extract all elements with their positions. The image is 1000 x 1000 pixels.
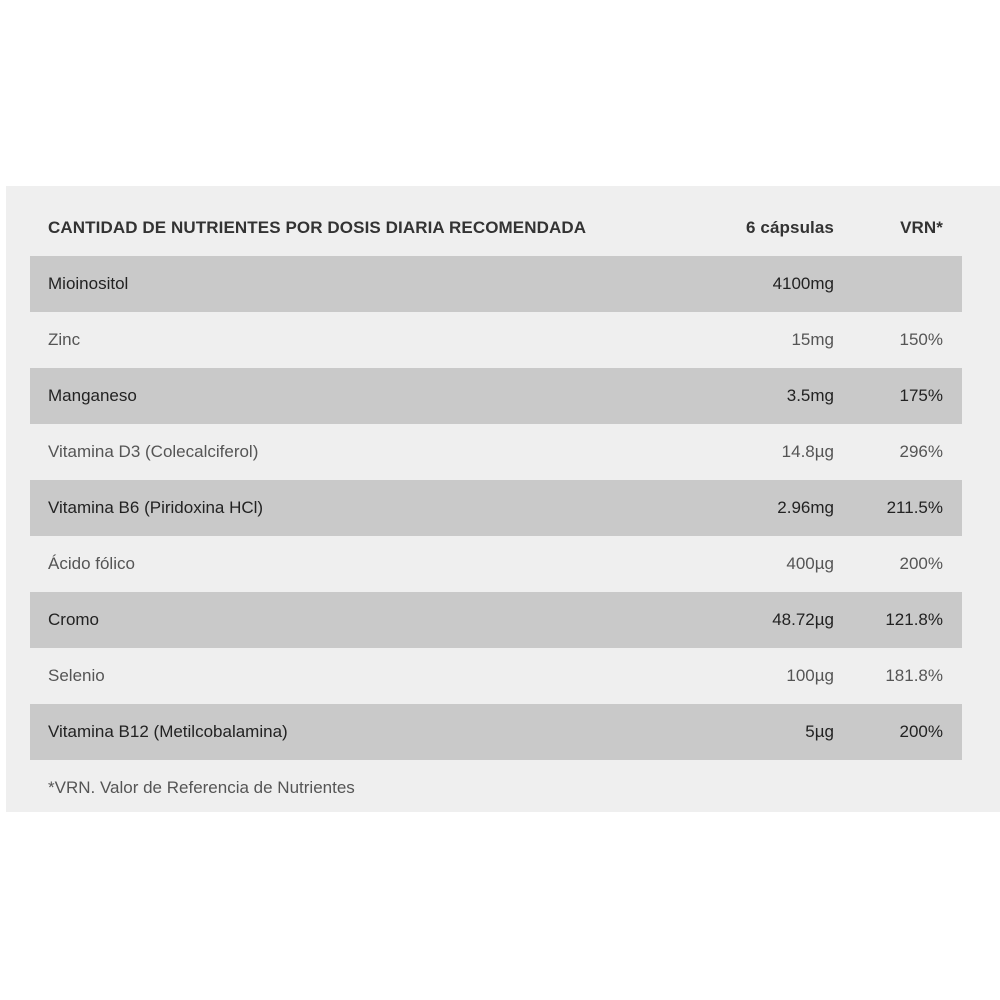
table-header [30, 200, 962, 256]
nutrient-name: Manganeso [48, 386, 137, 405]
nutrient-vrn: 200% [899, 722, 943, 741]
table-row [30, 648, 962, 704]
nutrient-name: Vitamina D3 (Colecalciferol) [48, 442, 259, 461]
nutrient-vrn: 296% [899, 442, 943, 461]
nutrient-quantity: 100µg [786, 666, 834, 685]
header-quantity: 6 cápsulas [746, 218, 834, 237]
table-row [30, 312, 962, 368]
table-row [30, 480, 962, 536]
nutrient-quantity: 15mg [791, 330, 834, 349]
nutrient-name: Cromo [48, 610, 100, 629]
table-row [30, 704, 962, 760]
nutrient-quantity: 3.5mg [786, 386, 834, 405]
nutrient-vrn: 121.8% [885, 610, 943, 629]
nutrient-quantity: 2.96mg [777, 498, 834, 517]
vrn-footnote: *VRN. Valor de Referencia de Nutrientes [48, 778, 355, 797]
header-nutrient: CANTIDAD DE NUTRIENTES POR DOSIS DIARIA RECOMENDADA [48, 218, 587, 237]
nutrient-vrn: 200% [899, 554, 943, 573]
table-row [30, 592, 962, 648]
nutrient-quantity: 4100mg [772, 274, 834, 293]
nutrient-quantity: 5µg [805, 722, 834, 741]
nutrient-name: Vitamina B6 (Piridoxina HCl) [48, 498, 264, 517]
table-row [30, 424, 962, 480]
nutrient-name: Zinc [48, 330, 81, 349]
nutrient-name: Ácido fólico [48, 554, 135, 573]
nutrition-table [30, 200, 962, 760]
table-row [30, 368, 962, 424]
nutrient-name: Selenio [48, 666, 105, 685]
nutrient-quantity: 400µg [786, 554, 834, 573]
nutrient-quantity: 14.8µg [781, 442, 834, 461]
table-row [30, 256, 962, 312]
nutrient-vrn: 175% [899, 386, 943, 405]
nutrient-vrn: 181.8% [885, 666, 943, 685]
table-row [30, 536, 962, 592]
header-vrn: VRN* [900, 218, 943, 237]
nutrient-quantity: 48.72µg [772, 610, 834, 629]
nutrient-vrn: 150% [899, 330, 943, 349]
nutrient-name: Mioinositol [48, 274, 129, 293]
nutrient-vrn: 211.5% [886, 498, 943, 517]
nutrient-name: Vitamina B12 (Metilcobalamina) [48, 722, 288, 741]
